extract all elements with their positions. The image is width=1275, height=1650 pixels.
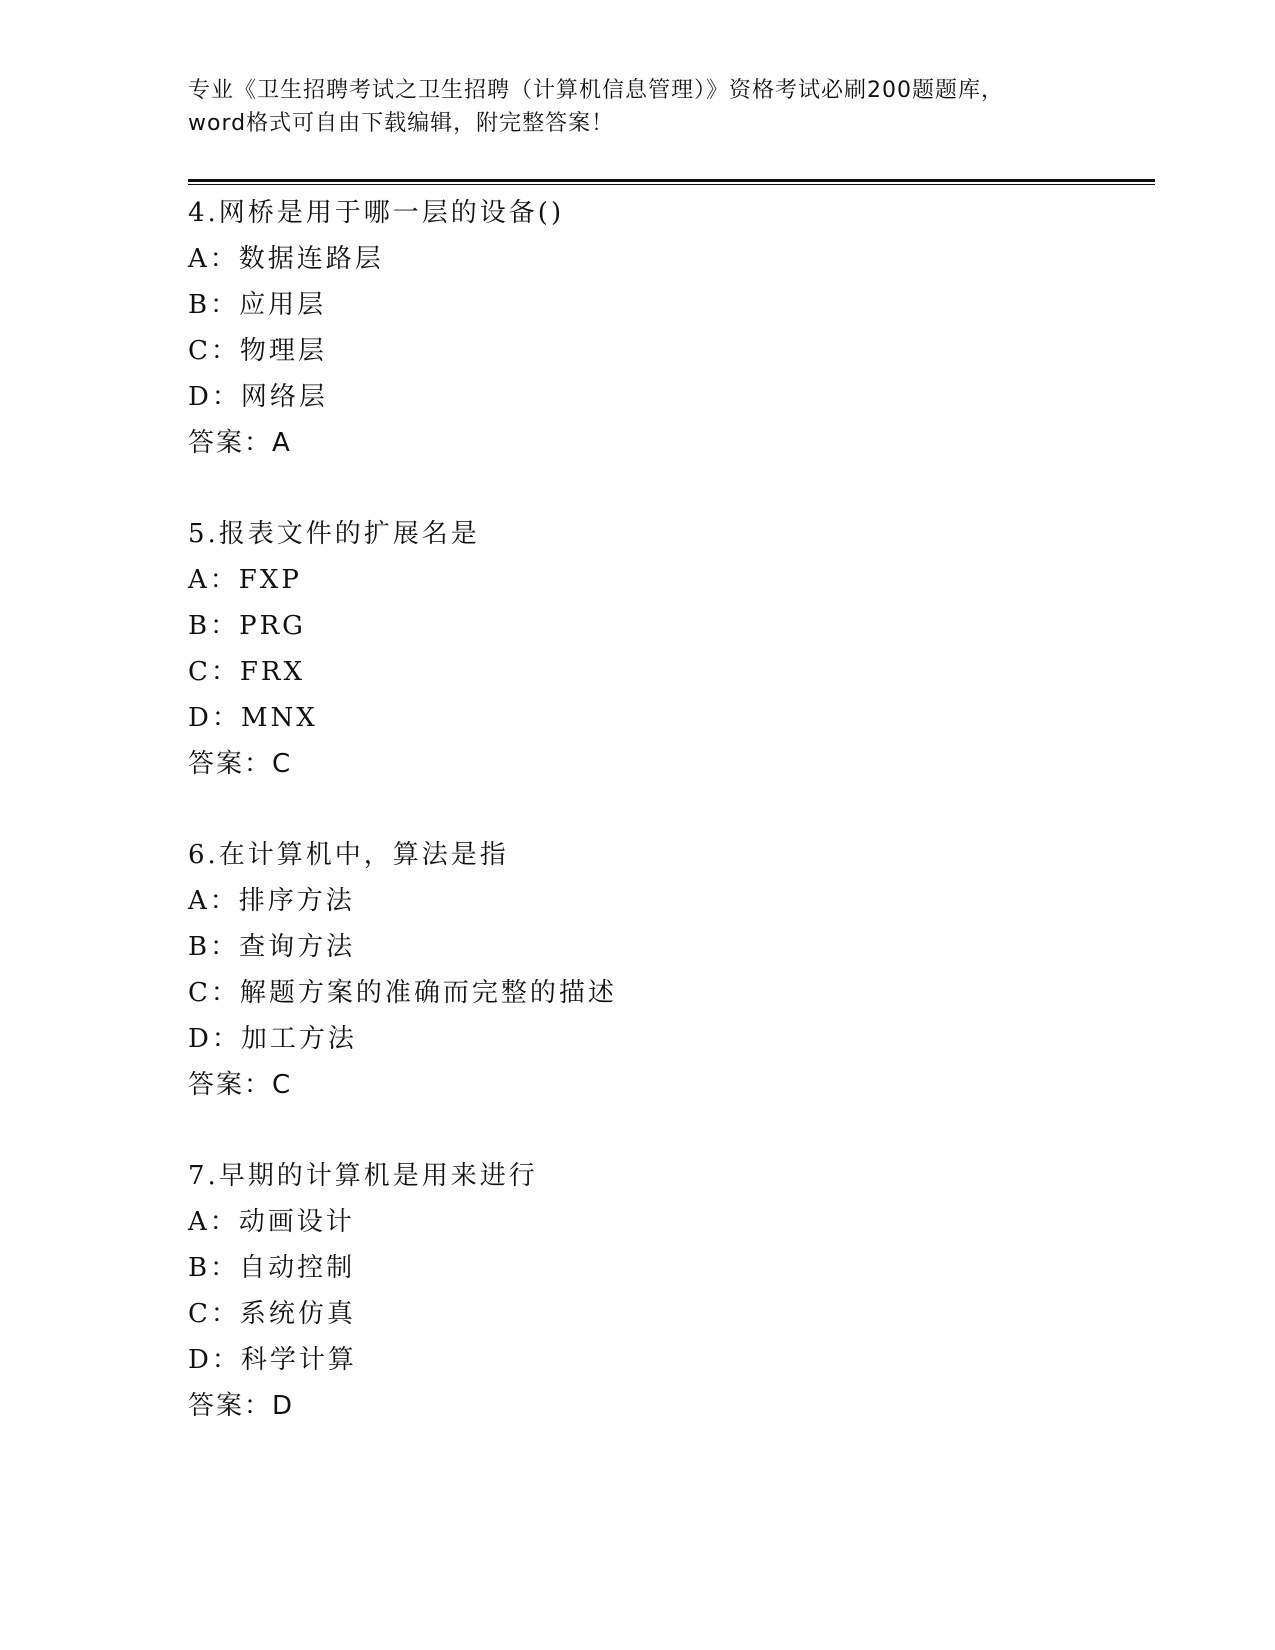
option-c: C：系统仿真 [188,1299,356,1329]
question-stem: 5.报表文件的扩展名是 [188,519,480,549]
option-b: B：查询方法 [188,932,356,962]
header-divider-thin [188,184,1155,185]
question-6 [188,832,1148,1108]
question-5 [188,511,1148,787]
answer: 答案：A [188,428,292,458]
option-c: C：解题方案的准确而完整的描述 [188,978,617,1008]
header-line-1: 专业《卫生招聘考试之卫生招聘（计算机信息管理）》资格考试必刷200题题库， [188,78,1004,103]
option-a: A：排序方法 [188,886,355,916]
header-divider-thick [188,179,1155,182]
option-d: D：网络层 [188,382,328,412]
option-c: C：FRX [188,657,306,687]
question-stem: 4.网桥是用于哪一层的设备() [188,198,565,228]
option-c: C：物理层 [188,336,327,366]
option-d: D：MNX [188,703,318,733]
option-a: A：数据连路层 [188,244,384,274]
option-a: A：动画设计 [188,1207,355,1237]
answer: 答案：C [188,749,293,779]
answer: 答案：C [188,1070,293,1100]
option-b: B：PRG [188,611,306,641]
option-a: A：FXP [188,565,302,595]
option-d: D：加工方法 [188,1024,357,1054]
option-d: D：科学计算 [188,1345,357,1375]
option-b: B：自动控制 [188,1253,356,1283]
question-list [188,190,1148,1429]
option-b: B：应用层 [188,290,327,320]
question-7 [188,1153,1148,1429]
question-stem: 7.早期的计算机是用来进行 [188,1161,538,1191]
answer: 答案：D [188,1391,295,1421]
question-4 [188,190,1148,466]
document-header [188,74,1088,140]
question-stem: 6.在计算机中，算法是指 [188,840,509,870]
header-line-2: word格式可自由下载编辑，附完整答案！ [188,111,615,136]
